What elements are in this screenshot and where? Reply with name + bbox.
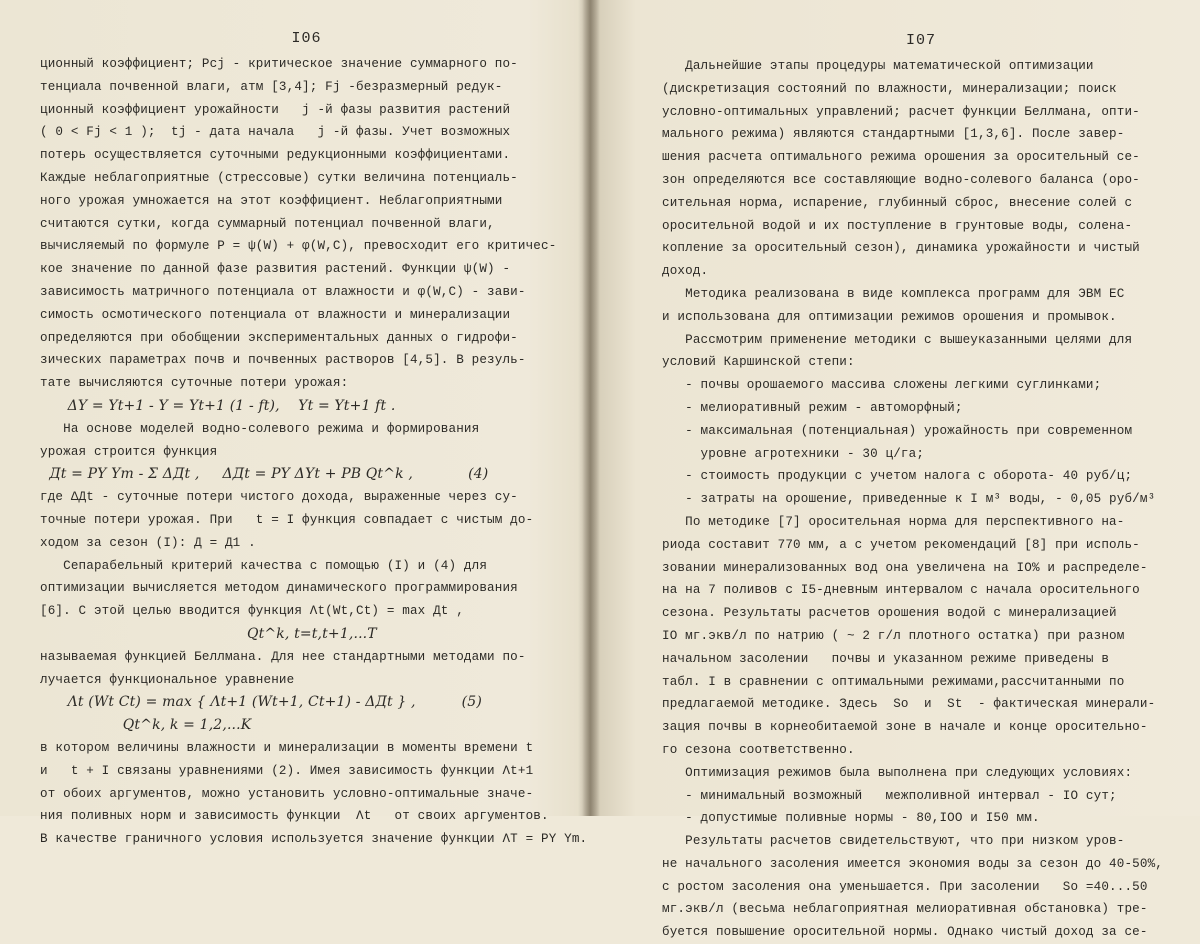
left-page-number: I06 [291, 30, 322, 47]
text-line: ния поливных норм и зависимость функции Λt от своих аргументов. [40, 809, 549, 824]
text-line: шения расчета оптимального режима орошения за оросительный се- [662, 150, 1140, 165]
equation-subscript-line: Qt^k, k = 1,2,...K [40, 717, 252, 734]
equation-subscript-line: Qt^k, t=t,t+1,...T [40, 625, 377, 642]
list-item-continued: уровне агротехники - 30 ц/га; [662, 446, 925, 461]
text-line: Сепарабельный критерий качества с помощью (I) и (4) для [40, 558, 488, 573]
text-line: определяются при обобщении экспериментальных данных о гидрофи- [40, 330, 518, 345]
text-line: го сезона соответственно. [662, 742, 855, 757]
list-item: - затраты на орошение, приведенные к I м³ воды, - 0,05 руб/м³ [662, 492, 1156, 507]
text-line: не начального засоления имеется экономия воды за сезон до 40-50%, [662, 856, 1163, 871]
right-page [596, 0, 1200, 940]
text-line: На основе моделей водно-солевого режима и формирования [40, 421, 480, 436]
text-line: зависимость матричного потенциала от влажности и φ(W,C) - зави- [40, 284, 526, 299]
text-line: тате вычисляются суточные потери урожая: [40, 376, 349, 391]
text-line: Результаты расчетов свидетельствуют, что при низком уров- [662, 834, 1125, 849]
text-line: [6]. С этой целью вводится функция Λt(Wt,Ct) = max Дt , [40, 604, 464, 619]
text-line: ходом за сезон (I): Д = Д1 . [40, 535, 256, 550]
text-line: начальном засолении почвы и указанном режиме приведены в [662, 651, 1110, 666]
text-line: и t + I связаны уравнениями (2). Имея зависимость функции Λt+1 [40, 763, 534, 778]
text-line: на на 7 поливов с I5-дневным интервалом с начала оросительного [662, 583, 1140, 598]
text-line: зических параметрах почв и почвенных растворов [4,5]. В резуль- [40, 353, 526, 368]
list-item: - мелиоративный режим - автоморфный; [662, 400, 963, 415]
text-line: предлагаемой методике. Здесь So и St - фактическая минерали- [662, 697, 1156, 712]
text-line: (дискретизация состояний по влажности, минерализации; поиск [662, 81, 1117, 96]
text-line: зация почвы в корнеобитаемой зоне в начале и конце оросительно- [662, 720, 1148, 735]
text-line: где ΔДt - суточные потери чистого дохода, выраженные через су- [40, 490, 518, 505]
text-line: ного урожая умножается на этот коэффициент. Неблагоприятными [40, 193, 503, 208]
right-page-text [662, 55, 1163, 944]
list-item: - стоимость продукции с учетом налога с оборота- 40 руб/ц; [662, 469, 1133, 484]
text-line: зовании минерализованных вод она увеличена на IO% и распределе- [662, 560, 1148, 575]
text-line: зон определяются все составляющие водно-солевого баланса (оро- [662, 172, 1140, 187]
text-line: называемая функцией Беллмана. Для нее стандартными методами по- [40, 649, 526, 664]
left-page-text [40, 53, 588, 851]
text-line: сезона. Результаты расчетов орошения водой с минерализацией [662, 606, 1117, 621]
text-line: копление за оросительный сезон), динамика урожайности и чистый [662, 241, 1140, 256]
equation-line: Дt = PY Ym - Σ ΔДt , ΔДt = PY ΔYt + PB Qt^k , (4) [40, 466, 489, 483]
text-line: оптимизации вычисляется методом динамического программирования [40, 581, 518, 596]
text-line: доход. [662, 264, 709, 279]
text-line: табл. I в сравнении с оптимальными режимами,рассчитанными по [662, 674, 1125, 689]
text-line: оросительной водой и их поступление в грунтовые воды, солена- [662, 218, 1133, 233]
text-line: урожая строится функция [40, 444, 218, 459]
text-line: ционный коэффициент урожайности j -й фазы развития растений [40, 102, 511, 117]
text-line: По методике [7] оросительная норма для перспективного на- [662, 514, 1125, 529]
text-line: Каждые неблагоприятные (стрессовые) сутки величина потенциаль- [40, 170, 518, 185]
text-line: В качестве граничного условия используется значение функции ΛT = PY Ym. [40, 832, 588, 847]
equation-line: Λt (Wt Ct) = max { Λt+1 (Wt+1, Ct+1) - ΔДt } , (5) [40, 694, 482, 711]
text-line: лучается функциональное уравнение [40, 672, 295, 687]
text-line: Рассмотрим применение методики с вышеуказанными целями для [662, 332, 1133, 347]
text-line: с ростом засоления она уменьшается. При засолении So =40...50 [662, 879, 1148, 894]
text-line: симость осмотического потенциала от влажности и минерализации [40, 307, 511, 322]
text-line: кое значение по данной фазе развития растений. Функции ψ(W) - [40, 262, 511, 277]
text-line: считаются сутки, когда суммарный потенциал почвенной влаги, [40, 216, 495, 231]
text-line: Дальнейшие этапы процедуры математической оптимизации [662, 59, 1094, 73]
text-line: и использована для оптимизации режимов орошения и промывок. [662, 309, 1117, 324]
text-line: сительная норма, испарение, глубинный сброс, внесение солей с [662, 195, 1133, 210]
text-line: от обоих аргументов, можно установить условно-оптимальные значе- [40, 786, 534, 801]
text-line: Методика реализована в виде комплекса программ для ЭВМ ЕС [662, 286, 1125, 301]
text-line: в котором величины влажности и минерализации в моменты времени t [40, 740, 534, 755]
text-line: мального режима) являются стандартными [1,3,6]. После завер- [662, 127, 1125, 142]
text-line: условно-оптимальных управлений; расчет функции Беллмана, опти- [662, 104, 1140, 119]
text-line: потерь осуществляется суточными редукционными коэффициентами. [40, 148, 511, 163]
text-line: буется повышение оросительной нормы. Однако чистый доход за се- [662, 925, 1148, 940]
text-line: ( 0 < Fj < 1 ); tj - дата начала j -й фазы. Учет возможных [40, 125, 511, 140]
text-line: мг.экв/л (весьма неблагоприятная мелиоративная обстановка) тре- [662, 902, 1148, 917]
list-item: - минимальный возможный межполивной интервал - IO сут; [662, 788, 1117, 803]
text-line: точные потери урожая. При t = I функция совпадает с чистым до- [40, 512, 534, 527]
text-line: IO мг.экв/л по натрию ( ~ 2 г/л плотного остатка) при разном [662, 628, 1125, 643]
equation-line: ΔY = Yt+1 - Y = Yt+1 (1 - ft), Yt = Yt+1 ft . [40, 397, 396, 414]
text-line: ционный коэффициент; Pcj - критическое значение суммарного по- [40, 57, 518, 71]
text-line: риода составит 770 мм, а с учетом рекомендаций [8] при исполь- [662, 537, 1140, 552]
right-page-number: I07 [905, 32, 936, 49]
text-line: Оптимизация режимов была выполнена при следующих условиях: [662, 765, 1133, 780]
list-item: - допустимые поливные нормы - 80,IOO и I50 мм. [662, 811, 1040, 826]
list-item: - максимальная (потенциальная) урожайность при современном [662, 423, 1133, 438]
text-line: условий Каршинской степи: [662, 355, 855, 370]
list-item: - почвы орошаемого массива сложены легкими суглинками; [662, 378, 1102, 393]
text-line: тенциала почвенной влаги, атм [3,4]; Fj -безразмерный редук- [40, 79, 503, 94]
left-page [0, 0, 588, 847]
text-line: вычисляемый по формуле P = ψ(W) + φ(W,C), превосходит его критичес- [40, 239, 557, 254]
